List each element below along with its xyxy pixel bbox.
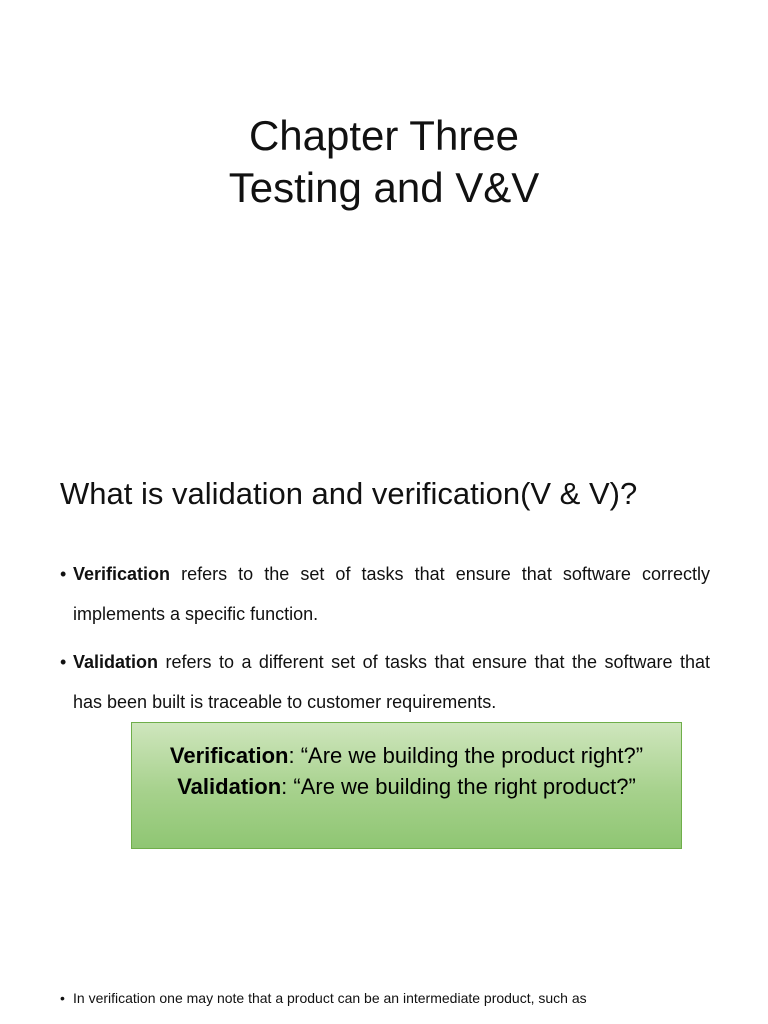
title-block — [0, 110, 768, 214]
callout-text: : “Are we building the right product?” — [281, 774, 636, 799]
bullet-icon: • — [60, 652, 67, 672]
definition-list — [60, 554, 710, 722]
callout-term: Verification — [169, 743, 289, 768]
bullet-term: Validation — [73, 652, 159, 672]
callout-line-validation — [132, 771, 681, 802]
bullet-term: Verification — [73, 564, 171, 584]
section-heading: What is validation and verification(V & V)? — [60, 476, 638, 511]
bullet-text: In verification one may note that a product can be an intermediate product, such as — [73, 990, 587, 1006]
list-item-verification — [60, 554, 710, 634]
callout-line-verification — [132, 740, 681, 771]
chapter-subtitle: Testing and V&V — [228, 164, 540, 211]
bullet-text: refers to the set of tasks that ensure that software correctly implements a specific function. — [73, 564, 710, 624]
callout-text: : “Are we building the product right?” — [288, 743, 644, 768]
list-item-validation — [60, 642, 710, 722]
footer-list — [60, 986, 710, 1010]
bullet-icon: • — [60, 564, 67, 584]
bullet-icon: • — [60, 990, 65, 1006]
callout-term: Validation — [177, 774, 282, 799]
bullet-text: refers to a different set of tasks that ensure that the software that has been built is traceable to customer requirements. — [73, 652, 710, 712]
callout-box — [131, 722, 682, 849]
chapter-title: Chapter Three — [248, 112, 520, 159]
list-item-footer — [60, 986, 710, 1010]
